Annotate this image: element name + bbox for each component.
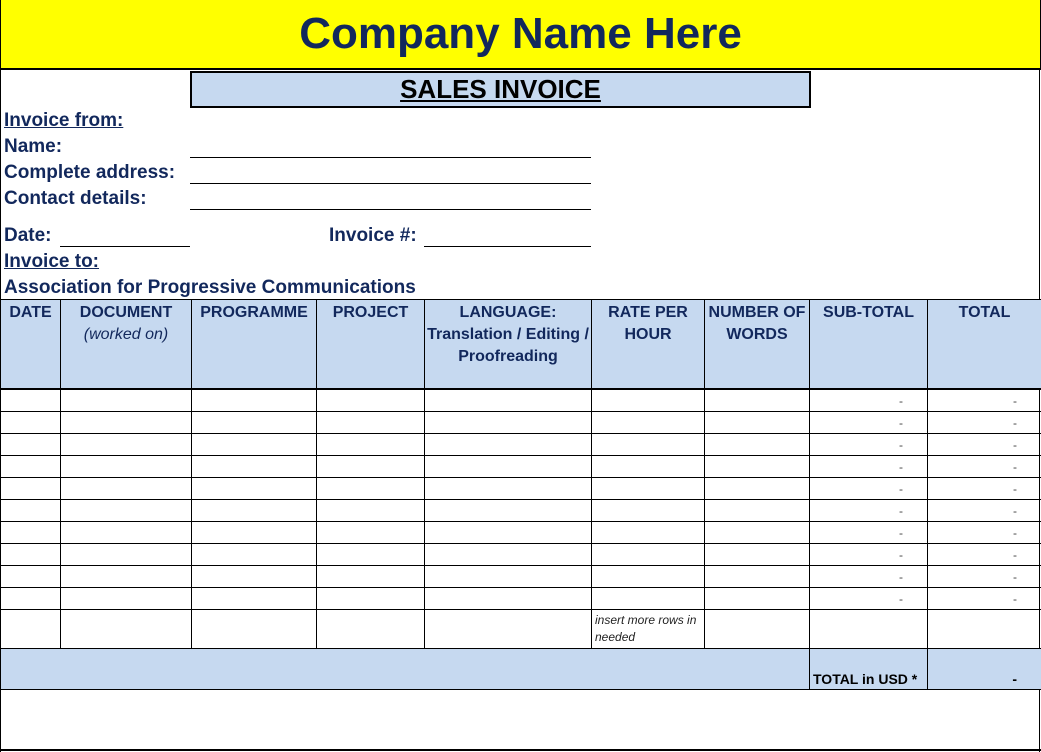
table-cell[interactable] <box>705 478 810 500</box>
row-total[interactable]: - <box>928 522 1041 544</box>
total-value: - <box>928 649 1041 690</box>
invoice-number-label: Invoice #: <box>329 225 417 246</box>
row-total[interactable]: - <box>928 456 1041 478</box>
table-row <box>1 566 1041 588</box>
address-label: Complete address: <box>4 162 176 183</box>
col-language: LANGUAGE: Translation / Editing / Proofreading <box>425 300 592 390</box>
row-subtotal[interactable]: - <box>810 412 928 434</box>
table-row <box>1 456 1041 478</box>
table-cell[interactable] <box>425 456 592 478</box>
invoice-number-field[interactable] <box>424 246 591 247</box>
table-cell[interactable] <box>317 522 425 544</box>
table-cell[interactable] <box>592 434 705 456</box>
table-cell[interactable] <box>705 500 810 522</box>
table-cell[interactable] <box>317 434 425 456</box>
table-cell[interactable] <box>317 566 425 588</box>
table-cell[interactable] <box>317 478 425 500</box>
address-field[interactable] <box>190 183 591 184</box>
row-total[interactable]: - <box>928 389 1041 412</box>
table-row <box>1 522 1041 544</box>
table-cell[interactable] <box>61 588 192 610</box>
table-cell[interactable] <box>425 412 592 434</box>
table-cell[interactable] <box>705 412 810 434</box>
contact-field[interactable] <box>190 209 591 210</box>
table-header-row <box>1 300 1041 390</box>
col-document-sub: (worked on) <box>83 326 169 343</box>
table-cell[interactable] <box>425 500 592 522</box>
date-field[interactable] <box>60 246 190 247</box>
company-banner <box>0 0 1041 70</box>
table-cell[interactable] <box>425 434 592 456</box>
table-cell[interactable] <box>425 389 592 412</box>
table-cell[interactable] <box>317 412 425 434</box>
table-cell[interactable] <box>1 412 61 434</box>
table-cell[interactable] <box>61 412 192 434</box>
bottom-border <box>0 749 1041 751</box>
row-total[interactable]: - <box>928 544 1041 566</box>
row-total[interactable]: - <box>928 566 1041 588</box>
table-cell[interactable] <box>192 412 317 434</box>
table-cell[interactable] <box>61 456 192 478</box>
table-cell[interactable] <box>705 566 810 588</box>
row-subtotal[interactable]: - <box>810 588 928 610</box>
table-cell[interactable] <box>1 588 61 610</box>
table-cell[interactable] <box>592 588 705 610</box>
table-cell[interactable] <box>61 478 192 500</box>
table-cell[interactable] <box>1 500 61 522</box>
table-cell[interactable] <box>1 478 61 500</box>
row-subtotal[interactable]: - <box>810 500 928 522</box>
table-cell[interactable] <box>61 500 192 522</box>
recipient-name: Association for Progressive Communications <box>4 277 416 298</box>
table-row <box>1 478 1041 500</box>
table-cell[interactable] <box>192 588 317 610</box>
col-programme: PROGRAMME <box>192 300 317 390</box>
col-subtotal: SUB-TOTAL <box>810 300 928 390</box>
table-row <box>1 434 1041 456</box>
row-subtotal[interactable]: - <box>810 389 928 412</box>
table-cell[interactable] <box>317 389 425 412</box>
table-cell[interactable] <box>592 566 705 588</box>
table-cell[interactable] <box>61 544 192 566</box>
table-cell[interactable] <box>192 456 317 478</box>
row-subtotal[interactable]: - <box>810 456 928 478</box>
table-row <box>1 588 1041 610</box>
line-items-table <box>0 299 1041 690</box>
table-cell[interactable] <box>61 434 192 456</box>
table-cell[interactable] <box>1 522 61 544</box>
total-label: TOTAL in USD * <box>810 649 928 690</box>
table-cell[interactable] <box>705 389 810 412</box>
table-cell[interactable] <box>317 544 425 566</box>
table-row <box>1 544 1041 566</box>
row-subtotal[interactable]: - <box>810 434 928 456</box>
row-total[interactable]: - <box>928 412 1041 434</box>
row-subtotal[interactable]: - <box>810 522 928 544</box>
table-cell[interactable] <box>705 588 810 610</box>
table-cell[interactable] <box>592 500 705 522</box>
table-cell[interactable] <box>1 544 61 566</box>
table-cell[interactable] <box>61 389 192 412</box>
invoice-title-box <box>190 71 811 108</box>
table-row <box>1 500 1041 522</box>
table-cell[interactable] <box>1 389 61 412</box>
table-cell[interactable] <box>317 500 425 522</box>
table-cell[interactable] <box>705 544 810 566</box>
table-cell[interactable] <box>192 478 317 500</box>
table-cell[interactable] <box>61 522 192 544</box>
table-cell[interactable] <box>317 588 425 610</box>
table-cell[interactable] <box>192 500 317 522</box>
name-field[interactable] <box>190 157 591 158</box>
date-label: Date: <box>4 225 52 246</box>
table-cell[interactable] <box>592 412 705 434</box>
table-cell[interactable] <box>705 522 810 544</box>
contact-label: Contact details: <box>4 188 147 209</box>
company-name[interactable]: Company Name Here <box>299 9 742 58</box>
row-total[interactable]: - <box>928 434 1041 456</box>
table-cell[interactable] <box>592 456 705 478</box>
table-cell[interactable] <box>592 522 705 544</box>
col-date: DATE <box>1 300 61 390</box>
table-cell[interactable] <box>425 544 592 566</box>
row-total[interactable]: - <box>928 478 1041 500</box>
col-rate-per-hour: RATE PER HOUR <box>592 300 705 390</box>
insert-rows-note: insert more rows in needed <box>592 610 705 649</box>
table-cell[interactable] <box>61 566 192 588</box>
table-cell[interactable] <box>192 544 317 566</box>
table-cell[interactable] <box>592 544 705 566</box>
table-cell[interactable] <box>317 456 425 478</box>
table-row <box>1 389 1041 412</box>
table-cell[interactable] <box>192 566 317 588</box>
table-cell[interactable] <box>192 434 317 456</box>
table-cell[interactable] <box>592 478 705 500</box>
table-cell[interactable] <box>425 588 592 610</box>
table-cell[interactable] <box>705 434 810 456</box>
invoice-title: SALES INVOICE <box>400 74 601 104</box>
col-total: TOTAL <box>928 300 1041 390</box>
table-cell[interactable] <box>705 456 810 478</box>
table-cell[interactable] <box>425 478 592 500</box>
col-project: PROJECT <box>317 300 425 390</box>
table-cell[interactable] <box>1 566 61 588</box>
invoice-from-heading: Invoice from: <box>4 110 124 131</box>
row-subtotal[interactable]: - <box>810 478 928 500</box>
row-subtotal[interactable]: - <box>810 544 928 566</box>
col-number-of-words: NUMBER OF WORDS <box>705 300 810 390</box>
row-total[interactable]: - <box>928 500 1041 522</box>
table-cell[interactable] <box>192 389 317 412</box>
table-note-row <box>1 610 1041 649</box>
table-cell[interactable] <box>425 566 592 588</box>
invoice-to-heading: Invoice to: <box>4 251 100 272</box>
table-cell[interactable] <box>1 456 61 478</box>
table-cell[interactable] <box>592 389 705 412</box>
col-document: DOCUMENT (worked on) <box>61 300 192 390</box>
table-cell[interactable] <box>1 434 61 456</box>
name-label: Name: <box>4 136 63 157</box>
total-row <box>1 649 1041 690</box>
table-cell[interactable] <box>192 522 317 544</box>
table-cell[interactable] <box>425 522 592 544</box>
table-row <box>1 412 1041 434</box>
row-subtotal[interactable]: - <box>810 566 928 588</box>
row-total[interactable]: - <box>928 588 1041 610</box>
